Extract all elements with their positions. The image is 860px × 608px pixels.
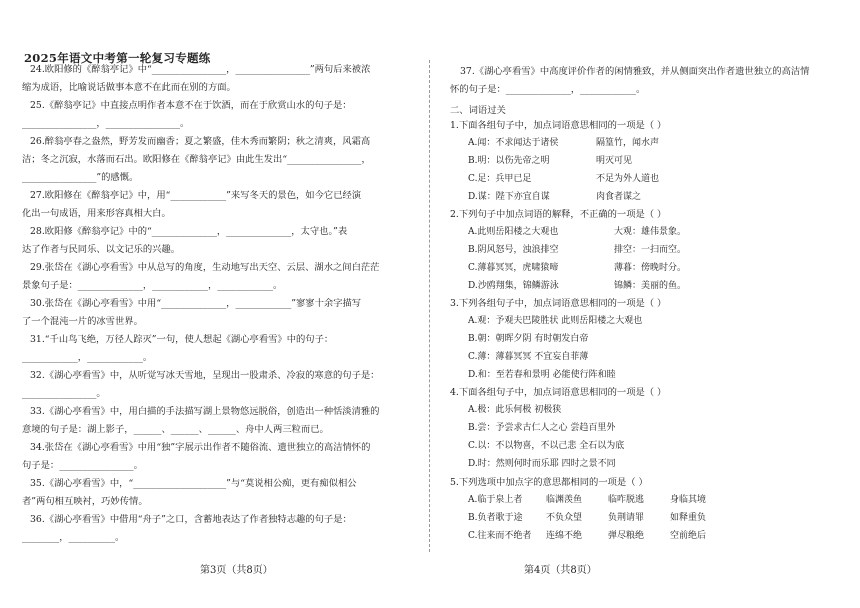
q2-option-a: A.此则岳阳楼之大观也 大观：雄伟景象。 [468, 227, 687, 237]
section-heading: 二、词语过关 [450, 105, 506, 116]
left-line-23: 句子是：________________。 [22, 460, 143, 471]
left-line-4: ________________，________________。 [22, 118, 190, 129]
left-line-15: 了一个混沌一片的冰雪世界。 [22, 316, 143, 327]
page-3 [0, 0, 428, 608]
q3-option-b: B.朝：朝晖夕阴 有时朝发白帝 [468, 334, 589, 344]
question-2-stem: 2.下列句子中加点词语的解释，不正确的一项是（ ） [450, 209, 667, 220]
left-line-1: 24.欧阳修的《醉翁亭记》中“________________，________________”两句后来被浓 [30, 64, 371, 75]
left-line-7: ________________”的感慨。 [22, 172, 139, 183]
left-line-18: 32.《湖心亭看雪》中，从听觉写冰天雪地，呈现出一股肃杀、冷寂的寒意的句子是： [30, 370, 380, 381]
q2-option-c: C.薄暮冥冥，虎啸猿啼 薄暮：傍晚时分。 [468, 263, 687, 273]
q5-option-c: C.往来而不绝者 连绵不绝 弹尽粮绝 空前绝后 [468, 531, 707, 541]
q5-option-a: A.临于泉上者 临渊羡鱼 临咋脱逃 身临其境 [468, 495, 707, 505]
left-line-6: 洁；冬之沉寂，水落而石出。欧阳修在《醉翁亭记》由此生发出“________________， [22, 154, 371, 165]
q4-option-c: C.以：不以物喜，不以己悲 全石以为底 [468, 441, 625, 451]
left-line-17: ____________，____________。 [22, 352, 153, 363]
left-line-9: 化出一句成语，用来形容真相大白。 [22, 208, 171, 219]
q3-option-a: A.观：予观夫巴陵胜状 此则岳阳楼之大观也 [468, 316, 643, 326]
q4-option-d: D.时：然则何时而乐耶 四时之景不同 [468, 459, 616, 469]
left-line-26: 36.《湖心亭看雪》中借用“舟子”之口，含蓄地表达了作者独特志趣的句子是： [30, 514, 352, 525]
left-line-11: 达了作者与民同乐、以文记乐的兴趣。 [22, 244, 181, 255]
question-5-stem: 5.下列选项中加点字的意思都相同的一项是（ ） [450, 477, 648, 488]
left-line-21: 意境的句子是：湖上影子，______、______、______、舟中人两三粒而已。 [22, 424, 329, 435]
left-line-10: 28.欧阳修《醉翁亭记》中的“______________，______________，太守也。”表 [30, 226, 348, 237]
q2-option-d: D.沙鸥翔集，锦鳞游泳 锦鳞：美丽的鱼。 [468, 281, 687, 291]
q5-option-b: B.负者歌于途 不负众望 负荆请罪 如释重负 [468, 513, 707, 523]
left-line-5: 26.醉翁亭春之盎然，野芳发而幽香；夏之繁盛，佳木秀而繁阴；秋之清爽，风霜高 [30, 136, 371, 147]
left-line-3: 25.《醉翁亭记》中直接点明作者本意不在于饮酒，而在于欣赏山水的句子是： [30, 100, 352, 111]
q3-option-c: C.薄：薄暮冥冥 不宜妄自菲薄 [468, 352, 589, 362]
left-line-22: 34.张岱在《湖心亭看雪》中用“独”字展示出作者不随俗流、遗世独立的高洁情怀的 [30, 442, 371, 453]
footer-page-4: 第4页（共8页） [524, 565, 597, 576]
left-line-24: 35.《湖心亭看雪》中，“____________________”与“莫说相公痴，更有痴似相公 [30, 478, 357, 489]
left-line-8: 27.欧阳修在《醉翁亭记》中，用“____________”来写冬天的景色，如今它已经演 [30, 190, 362, 201]
question-37-line-1: 37.《湖心亭看雪》中高度评价作者的闲情雅致，并从侧面突出作者遗世独立的高洁情 [460, 66, 810, 77]
page-4 [430, 0, 860, 608]
q2-option-b: B.阴风怒号，浊浪排空 排空：一扫而空。 [468, 245, 687, 255]
q1-option-b: B.明：以伤先帝之明 明灭可见 [468, 156, 633, 166]
q1-option-a: A.闻：不求闻达于诸侯 隔篁竹，闻水声 [468, 138, 660, 148]
page-title: 2025年语文中考第一轮复习专题练 [24, 51, 211, 65]
left-line-14: 30.张岱在《湖心亭看雪》中用“______________，____________”寥寥十余字描写 [30, 298, 362, 309]
left-line-20: 33.《湖心亭看雪》中，用白描的手法描写湖上景物悠远脱俗，创造出一种恬淡清雅的 [30, 406, 380, 417]
question-3-stem: 3.下列各组句子中，加点词语意思相同的一项是（ ） [450, 298, 667, 309]
left-line-27: ________，__________。 [22, 532, 125, 543]
footer-page-3: 第3页（共8页） [200, 565, 273, 576]
left-line-2: 缩为成语，比喻说话做事本意不在此而在别的方面。 [22, 82, 236, 93]
q1-option-d: D.谋：陛下亦宜自谋 肉食者谋之 [468, 192, 642, 202]
left-line-16: 31.“千山鸟飞绝，万径人踪灭”一句，使人想起《湖心亭看雪》中的句子： [30, 334, 334, 345]
question-4-stem: 4.下面各组句子中，加点词语意思相同的一项是（ ） [450, 387, 667, 398]
q3-option-d: D.和：至若春和景明 必能使行阵和睦 [468, 370, 616, 380]
q1-option-c: C.足：兵甲已足 不足为外人道也 [468, 174, 660, 184]
q4-option-b: B.尝：予尝求古仁人之心 尝趋百里外 [468, 423, 616, 433]
q4-option-a: A.极：此乐何极 初极狭 [468, 405, 562, 415]
question-1-stem: 1.下面各组句子中，加点词语意思相同的一项是（ ） [450, 120, 667, 131]
left-line-13: 景象句子是：______________，____________，____________。 [22, 280, 283, 291]
question-37-line-2: 怀的句子是：______________，____________。 [450, 84, 646, 95]
left-line-12: 29.张岱在《湖心亭看雪》中从总写的角度，生动地写出天空、云层、湖水之间白茫茫 [30, 262, 380, 273]
left-line-25: 者”两句相互映衬，巧妙传情。 [22, 496, 148, 507]
left-line-19: ________________。 [22, 388, 106, 399]
